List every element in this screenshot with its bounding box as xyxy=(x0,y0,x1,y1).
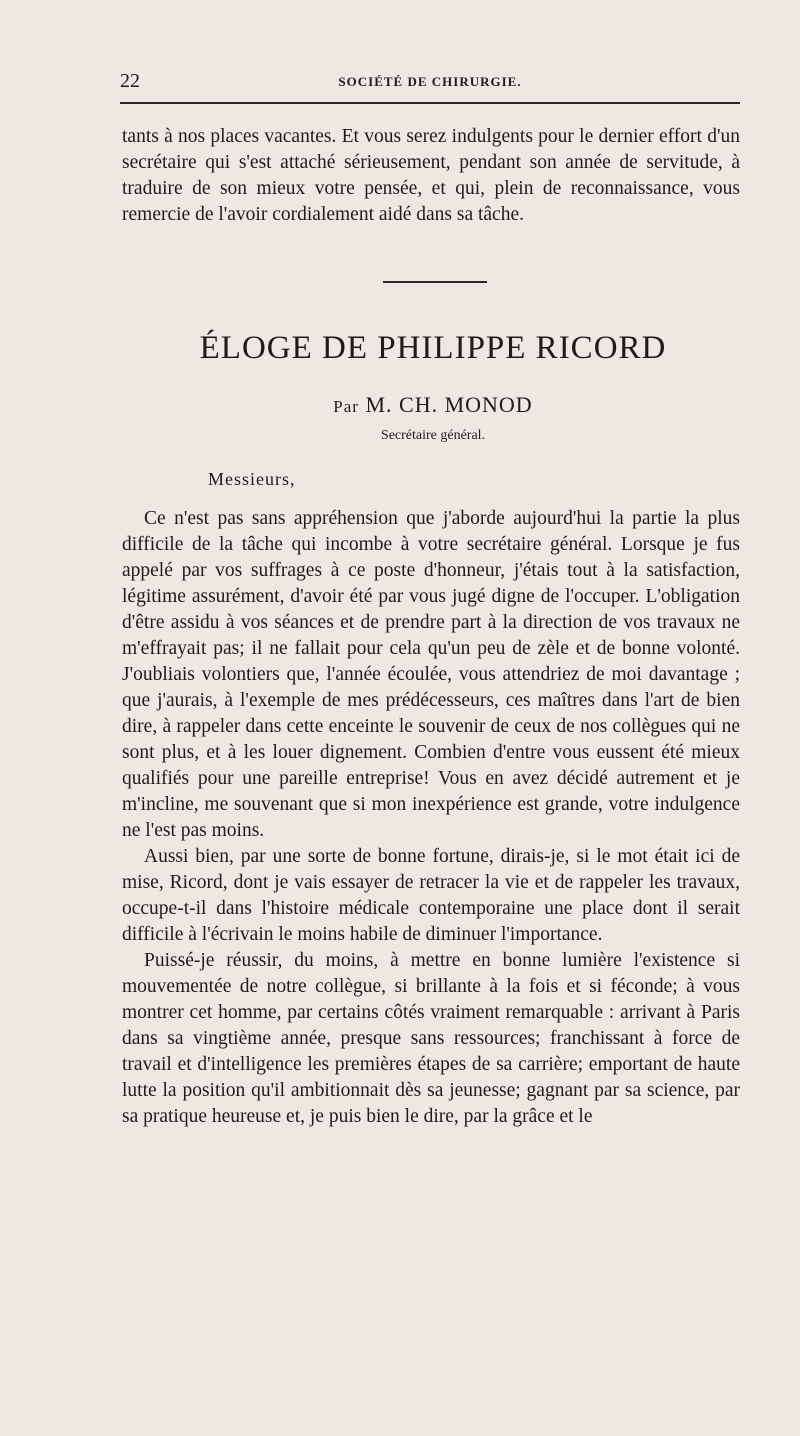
body-text xyxy=(122,506,740,1130)
section-separator xyxy=(383,281,487,283)
salutation: Messieurs, xyxy=(208,469,296,489)
byline-par: Par xyxy=(333,397,359,416)
byline-author: M. CH. MONOD xyxy=(365,392,533,417)
paragraph: Aussi bien, par une sorte de bonne fortune, dirais-je, si le mot était ici de mise, Ricord, dont je vais essayer de retracer la vie et de rappeler les travaux, occupe-t-il dans l'histoire médicale contemporaine une place dont il serait difficile à l'écrivain le moins habile de diminuer l'importance. xyxy=(122,846,740,945)
intro-paragraph: tants à nos places vacantes. Et vous serez indulgents pour le dernier effort d'un secrétaire qui s'est attaché sérieusement, pendant son année de servitude, à traduire de son mieux votre pensée, et qui, plein de reconnaissance, vous remercie de l'avoir cordialement aidé dans sa tâche. xyxy=(122,126,740,225)
intro-text xyxy=(122,124,740,228)
paragraph: Ce n'est pas sans appréhension que j'aborde aujourd'hui la partie la plus difficile de la tâche qui incombe à votre secrétaire général. Lorsque je fus appelé par vos suffrages à ce poste d'honneur, j'étais tout à la satisfaction, légitime assurément, d'avoir été par vous jugé digne de l'occuper. L'obligation d'être assidu à vos séances et de prendre part à la direction de vos travaux ne m'effrayait pas; il ne fallait pour cela qu'un peu de zèle et de bonne volonté. J'oubliais volontiers que, l'année écoulée, vous attendriez de moi davantage ; que j'aurais, à l'exemple de mes prédécesseurs, ces maîtres dans l'art de bien dire, à rappeler dans cette enceinte le souvenir de ceux de nos collègues qui ne sont plus, et à les louer dignement. Combien d'entre vous eussent été mieux qualifiés pour une pareille entreprise! Vous en avez décidé autrement et je m'incline, me souvenant que si mon inexpérience est grande, votre indulgence ne l'est pas moins. xyxy=(122,508,740,841)
running-title: SOCIÉTÉ DE CHIRURGIE. xyxy=(338,74,522,89)
paragraph: Puissé-je réussir, du moins, à mettre en bonne lumière l'existence si mouvementée de notre collègue, si brillante à la fois et si féconde; à vous montrer cet homme, par certains côtés vraiment remarquable : arrivant à Paris dans sa vingtième année, presque sans ressources; franchissant à force de travail et d'intelligence les premières étapes de sa carrière; emportant de haute lutte la position qu'il ambitionnait dès sa jeunesse; gagnant par sa science, par sa pratique heureuse et, je puis bien le dire, par la grâce et le xyxy=(122,950,740,1127)
author-role: Secrétaire général. xyxy=(380,428,486,443)
byline xyxy=(0,392,800,418)
page-number: 22 xyxy=(120,70,140,92)
article-title: ÉLOGE DE PHILIPPE RICORD xyxy=(199,330,667,366)
header-rule xyxy=(120,102,740,104)
page-header xyxy=(120,70,740,94)
